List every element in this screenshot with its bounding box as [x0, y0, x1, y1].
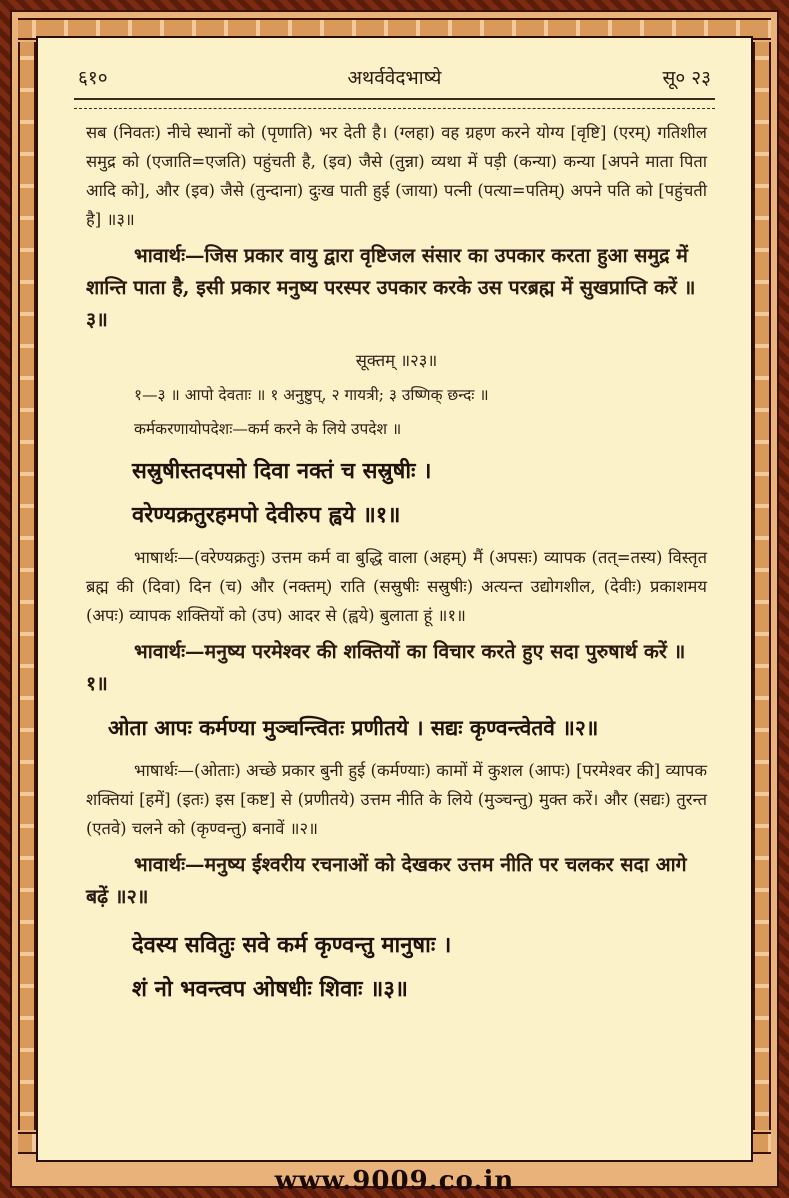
bhavartha-paragraph: भावार्थः—जिस प्रकार वायु द्वारा वृष्टिजल संसार का उपकार करता हुआ समुद्र में शान्ति पाता है, इसी प्रकार मनुष्य परस्पर उपकार करके उस परब्रह्म में सुखप्राप्ति करें ॥३॥ [86, 244, 696, 331]
left-ornament [18, 42, 36, 1130]
bhavartha-paragraph-3: भावार्थः—मनुष्य ईश्वरीय रचनाओं को देखकर उत्तम नीति पर चलकर सदा आगे बढ़ें ॥२॥ [86, 853, 687, 908]
sukta-reference: सू० २३ [662, 67, 711, 89]
translation-paragraph: सब (निवतः) नीचे स्थानों को (पृणाति) भर देती है। (ग्लहा) वह ग्रहण करने योग्य [वृष्टि] (एरम्) गतिशील समुद्र को (एजाति=एजति) पहुंचती है, (इव) जैसे (तुन्ना) व्यथा में पड़ी (कन्या) कन्या [अपने माता पिता आदि को], और (इव) जैसे (तुन्दाना) दुःख पाती हुई (जाया) पत्नी (पत्या=पतिम्) अपने पति को [पहुंचती है] ॥३॥ [86, 123, 707, 229]
right-ornament [753, 42, 771, 1130]
mantra-2: ओता आपः कर्मण्या मुञ्चन्त्वितः प्रणीतये । सद्यः कृण्वन्त्वेतवे ॥२॥ [108, 715, 599, 740]
page-body [86, 118, 707, 1011]
bhavartha-paragraph-2: भावार्थः—मनुष्य परमेश्वर की शक्तियों का विचार करते हुए सदा पुरुषार्थ करें ॥१॥ [86, 640, 686, 695]
mantra-3-line-2: शं नो भवन्त्वप ओषधीः शिवाः ॥३॥ [132, 976, 408, 1002]
website-footer: www.9009.co.in [274, 1166, 515, 1196]
mantra-1-line-2: वरेण्यक्रतुरहमपो देवीरुप ह्वये ॥१॥ [132, 502, 401, 528]
page-number: ६१० [78, 67, 108, 89]
bhasharth-paragraph-1: भाषार्थः—(वरेण्यक्रतुः) उत्तम कर्म वा बुद्धि वाला (अहम्) मैं (अपसः) व्यापक (तत्=तस्य) विस्तृत ब्रह्म की (दिवा) दिन (च) और (नक्तम्) राति (सस्रुषीः सस्रुषीः) अत्यन्त उद्योगशील, (देवीः) प्रकाशमय (अपः) व्यापक शक्तियों को (उप) आदर से (ह्वये) बुलाता हूं ॥१॥ [86, 548, 707, 625]
upadesha-line: कर्मकरणायोपदेशः—कर्म करने के लिये उपदेश ॥ [134, 420, 402, 438]
sukta-heading: सूक्तम् ॥२३॥ [355, 351, 438, 370]
running-title: अथर्ववेदभाष्ये [347, 67, 442, 89]
page-sheet [36, 36, 753, 1162]
header-rule [74, 98, 715, 109]
bhasharth-paragraph-2: भाषार्थः—(ओताः) अच्छे प्रकार बुनी हुई (कर्मण्याः) कामों में कुशल (आपः) [परमेश्वर की] व्यापक शक्तियां [हमें] (इतः) इस [कष्ट] से (प्रणीतये) उत्तम नीति के लिये (मुञ्चन्तु) मुक्त करें। और (सद्यः) तुरन्त (एतवे) चलने को (कृण्वन्तु) बनावें ॥२॥ [86, 761, 707, 838]
mantra-3-line-1: देवस्य सवितुः सवे कर्म कृण्वन्तु मानुषाः । [132, 932, 452, 958]
page-header [78, 60, 711, 94]
devata-line: १—३ ॥ आपो देवताः ॥ १ अनुष्टुप्, २ गायत्री; ३ उष्णिक् छन्दः ॥ [134, 386, 489, 404]
mantra-1-line-1: सस्रुषीस्तदपसो दिवा नक्तं च सस्रुषीः । [132, 458, 432, 484]
